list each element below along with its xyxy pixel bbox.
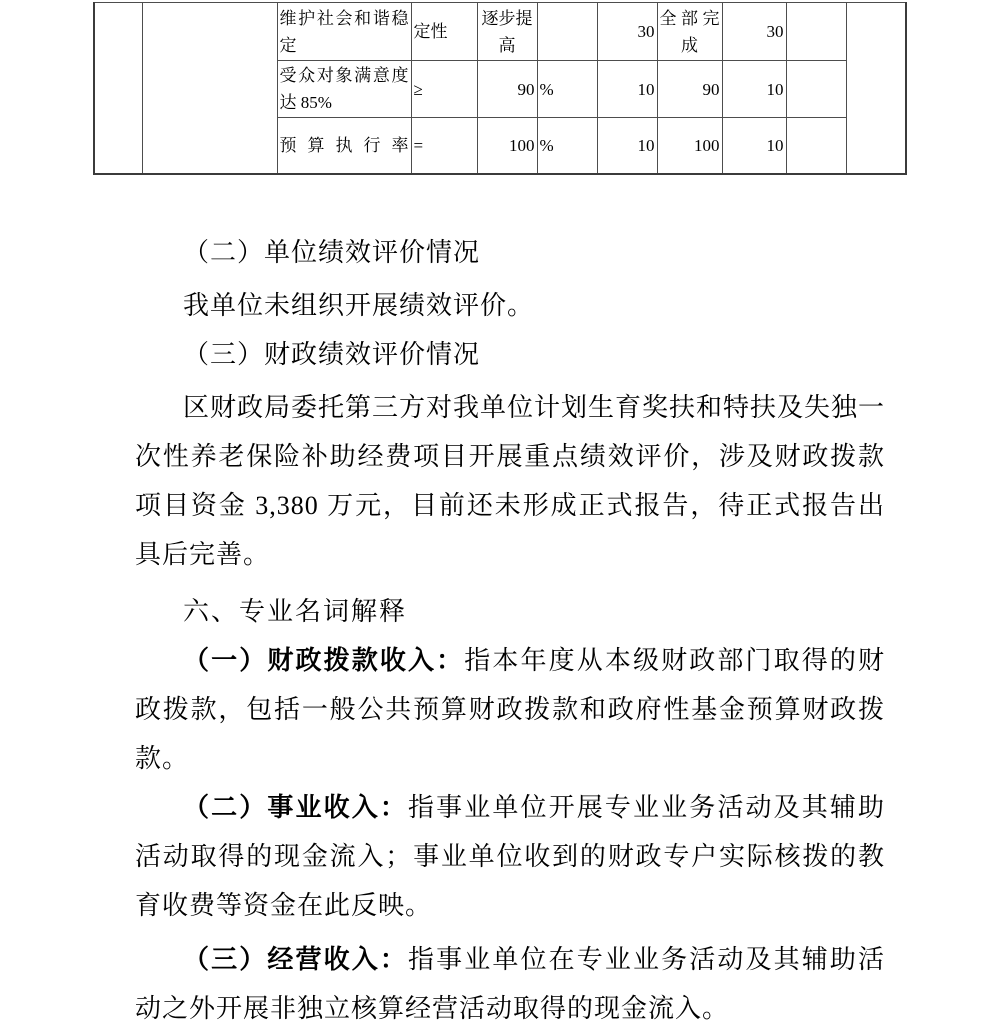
target-value-cell: 逐步提高	[477, 3, 537, 61]
paragraph-unit-evaluation: 我单位未组织开展绩效评价。	[183, 291, 535, 320]
paragraph-term-operating-income	[135, 935, 885, 1029]
paragraph-term-business-income	[135, 783, 885, 930]
weight-cell: 10	[597, 61, 657, 118]
criterion-cell: ≥	[411, 61, 477, 118]
empty-cell	[142, 3, 277, 174]
unit-cell: %	[537, 118, 597, 174]
paragraph-fiscal-evaluation: 区财政局委托第三方对我单位计划生育奖扶和特扶及失独一次性养老保险补助经费项目开展重点绩效评价，涉及财政拨款项目资金 3,380 万元，目前还未形成正式报告，待正式报告出具后完善。	[135, 393, 886, 569]
unit-cell: %	[537, 61, 597, 118]
actual-cell: 90	[657, 61, 722, 118]
score-cell: 10	[722, 118, 786, 174]
criterion-cell: =	[411, 118, 477, 174]
heading-glossary: 六、专业名词解释	[183, 596, 408, 626]
table-row	[94, 3, 906, 61]
criterion-cell: 定性	[411, 3, 477, 61]
indicator-cell: 受众对象满意度达 85%	[277, 61, 411, 118]
note-cell	[786, 3, 846, 61]
target-value-cell: 90	[477, 61, 537, 118]
actual-cell: 100	[657, 118, 722, 174]
performance-indicator-table	[93, 2, 907, 175]
term-lead: （三）经营收入：	[183, 945, 408, 974]
indicator-cell: 维护社会和谐稳定	[277, 3, 411, 61]
indicator-cell: 预算执行率	[277, 118, 411, 174]
term-definition: 指事业单位在专业业务活动及其辅助活动之外开展非独立核算经营活动取得的现金流入。	[135, 945, 885, 1023]
term-definition: 指事业单位开展专业业务活动及其辅助活动取得的现金流入；事业单位收到的财政专户实际核拨的教育收费等资金在此反映。	[135, 793, 885, 920]
note-cell	[786, 61, 846, 118]
weight-cell: 10	[597, 118, 657, 174]
actual-cell: 全部完成	[657, 3, 722, 61]
heading-fiscal-performance-evaluation: （三）财政绩效评价情况	[183, 340, 481, 369]
empty-cell	[846, 3, 906, 174]
term-lead: （二）事业收入：	[183, 793, 408, 822]
document-body	[135, 228, 885, 1029]
note-cell	[786, 118, 846, 174]
empty-cell	[94, 3, 142, 174]
term-lead: （一）财政拨款收入：	[183, 646, 465, 675]
weight-cell: 30	[597, 3, 657, 61]
unit-cell	[537, 3, 597, 61]
score-cell: 30	[722, 3, 786, 61]
term-definition: 指本年度从本级财政部门取得的财政拨款，包括一般公共预算财政拨款和政府性基金预算财政拨款。	[135, 646, 885, 773]
target-value-cell: 100	[477, 118, 537, 174]
score-cell: 10	[722, 61, 786, 118]
heading-unit-performance-evaluation: （二）单位绩效评价情况	[183, 238, 481, 267]
paragraph-term-fiscal-appropriation-income	[135, 636, 885, 783]
